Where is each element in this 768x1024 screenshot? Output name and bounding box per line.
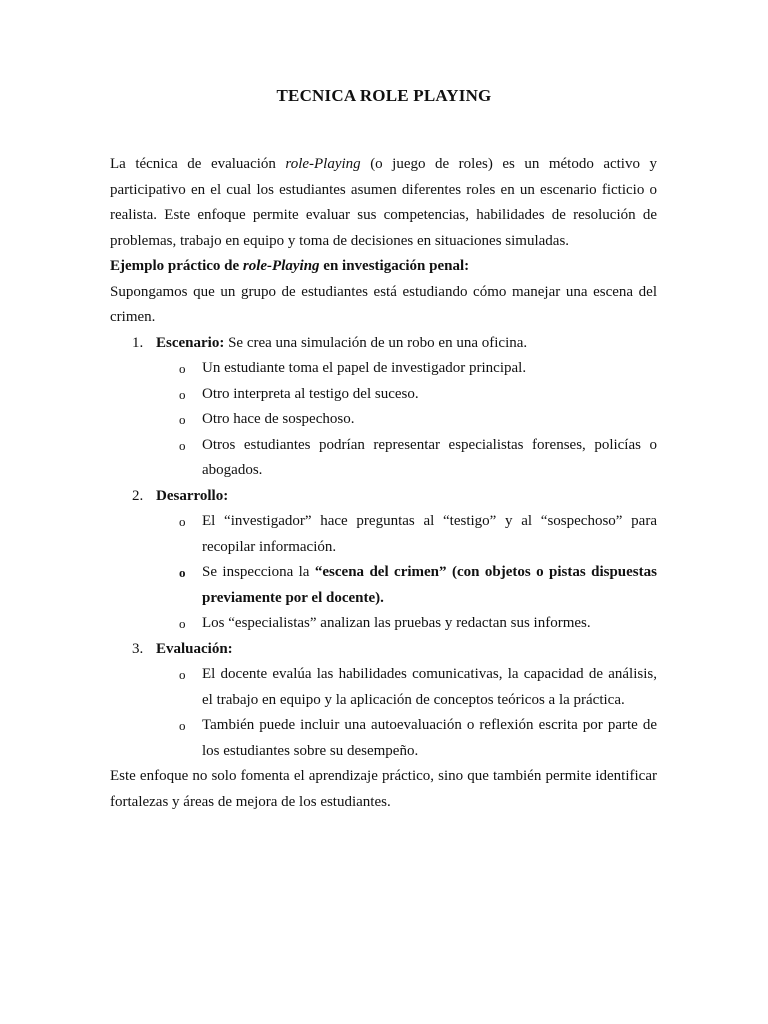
list-item xyxy=(110,662,657,713)
bullet-icon: o xyxy=(179,667,186,682)
list-item xyxy=(110,713,657,764)
list-item-text: El “investigador” hace preguntas al “testigo” y al “sospechoso” para recopilar información. xyxy=(202,513,657,555)
section-text: Se crea una simulación de un robo en una oficina. xyxy=(224,334,528,351)
list-item xyxy=(110,433,657,484)
list-item-bold-text: “escena del crimen” (con objetos o pistas dispuestas previamente por el docente). xyxy=(202,564,657,606)
bullet-icon: o xyxy=(179,514,186,529)
example-intro-paragraph: Supongamos que un grupo de estudiantes está estudiando cómo manejar una escena del crimen. xyxy=(110,283,657,325)
list-item-text: Un estudiante toma el papel de investigador principal. xyxy=(202,360,527,376)
section-escenario xyxy=(110,331,657,357)
list-item xyxy=(110,407,657,433)
list-item xyxy=(110,382,657,408)
bullet-icon: o xyxy=(179,718,186,733)
intro-paragraph xyxy=(110,152,657,254)
section-evaluacion xyxy=(110,637,657,663)
example-heading-start: Ejemplo práctico de xyxy=(110,258,243,274)
intro-text-start: La técnica de evaluación xyxy=(110,156,286,172)
section-number: 1. xyxy=(132,334,144,351)
bullet-icon: o xyxy=(179,361,186,376)
section-desarrollo xyxy=(110,484,657,510)
intro-term: role-Playing xyxy=(285,156,361,172)
list-item-text: Otro interpreta al testigo del suceso. xyxy=(202,385,419,402)
example-heading-term: role-Playing xyxy=(242,258,320,274)
bullet-icon: o xyxy=(179,565,186,580)
section-label: Evaluación: xyxy=(156,640,233,657)
example-heading-end: en investigación penal: xyxy=(319,258,470,274)
bullet-icon: o xyxy=(179,437,186,453)
document-body xyxy=(110,152,657,815)
section-number: 3. xyxy=(132,640,144,657)
list-item xyxy=(110,356,657,382)
list-item xyxy=(110,560,657,611)
section-label: Desarrollo: xyxy=(156,487,229,504)
list-item-text: Otros estudiantes podrían representar especialistas forenses, policías o abogados. xyxy=(202,436,657,478)
list-item-text: El docente evalúa las habilidades comunicativas, la capacidad de análisis, el trabajo en equipo y la aplicación de conceptos teóricos a la práctica. xyxy=(202,666,657,708)
list-item-text: Otro hace de sospechoso. xyxy=(202,411,355,427)
list-item-text: Los “especialistas” analizan las pruebas y redactan sus informes. xyxy=(202,615,591,631)
bullet-icon: o xyxy=(179,412,186,427)
example-heading xyxy=(110,254,657,280)
section-number: 2. xyxy=(132,487,144,504)
list-item xyxy=(110,509,657,560)
list-item-text: También puede incluir una autoevaluación o reflexión escrita por parte de los estudiantes sobre su desempeño. xyxy=(202,717,657,759)
document-title: TECNICA ROLE PLAYING xyxy=(276,86,492,105)
conclusion-paragraph: Este enfoque no solo fomenta el aprendizaje práctico, sino que también permite identificar fortalezas y áreas de mejora de los estudiantes. xyxy=(110,768,657,810)
bullet-icon: o xyxy=(179,616,186,631)
bullet-icon: o xyxy=(179,386,186,402)
section-label: Escenario: xyxy=(156,334,225,351)
intro-text-end: (o juego de roles) es un método activo y participativo en el cual los estudiantes asumen diferentes roles en un escenario ficticio o realista. Este enfoque permite evaluar sus competencias, habilidades de resolución de problemas, trabajo en equipo y toma de decisiones en situaciones simuladas. xyxy=(110,156,657,249)
list-item-text: Se inspecciona la xyxy=(202,564,315,580)
list-item xyxy=(110,611,657,637)
